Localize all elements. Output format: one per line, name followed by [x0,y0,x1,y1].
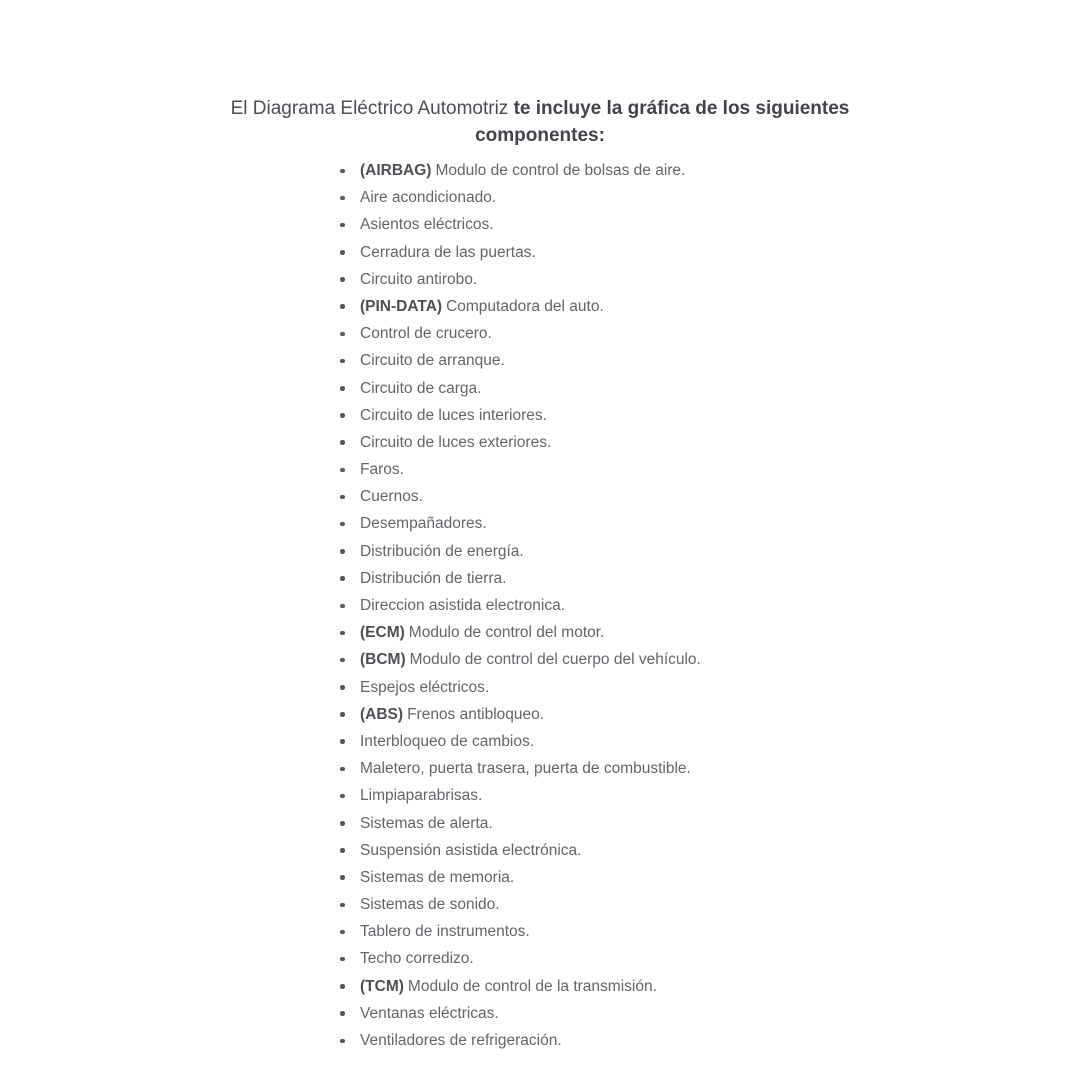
list-item [340,266,701,293]
list-item [340,918,701,945]
component-description: Suspensión asistida electrónica. [360,841,582,859]
bullet-icon [340,957,345,962]
bullet-icon [340,495,345,500]
bullet-icon [340,576,345,581]
component-abbreviation: (PIN-DATA) [360,297,443,315]
components-list [340,157,701,1054]
bullet-icon [340,169,345,174]
list-item [340,782,701,809]
component-description: Modulo de control de la transmisión. [407,977,657,995]
component-description: Circuito de luces interiores. [360,406,547,424]
list-item [340,864,701,891]
list-item [340,402,701,429]
bullet-icon [340,223,345,228]
bullet-icon [340,196,345,201]
list-item [340,538,701,565]
list-item [340,1000,701,1027]
component-abbreviation: (BCM) [360,651,406,669]
component-description: Modulo de control del cuerpo del vehículo. [409,651,701,669]
bullet-icon [340,685,345,690]
bullet-icon [340,1039,345,1044]
component-description: Sistemas de sonido. [360,896,500,914]
list-item [340,510,701,537]
list-item [340,320,701,347]
component-description: Modulo de control de bolsas de aire. [435,162,686,179]
bullet-icon [340,875,345,880]
list-item [340,701,701,728]
list-item [340,619,701,646]
component-description: Cuernos. [360,488,423,506]
component-description: Ventanas eléctricas. [360,1004,499,1022]
component-description: Frenos antibloqueo. [407,705,545,723]
list-item [340,810,701,837]
bullet-icon [340,413,345,418]
component-description: Computadora del auto. [446,297,604,315]
list-item [340,646,701,673]
component-description: Sistemas de memoria. [360,868,515,886]
component-description: Cerradura de las puertas. [360,243,536,261]
list-item [340,755,701,782]
list-item [340,565,701,592]
component-description: Limpiaparabrisas. [360,787,483,805]
list-item [340,1027,701,1054]
bullet-icon [340,386,345,391]
component-abbreviation: (ECM) [360,624,405,642]
component-abbreviation: (AIRBAG) [360,162,432,179]
bullet-icon [340,712,345,717]
component-description: Modulo de control del motor. [408,624,605,642]
component-abbreviation: (ABS) [360,705,404,723]
component-description: Aire acondicionado. [360,189,497,207]
list-item [340,973,701,1000]
component-description: Distribución de energía. [360,542,524,560]
list-item [340,184,701,211]
component-description: Asientos eléctricos. [360,216,494,234]
list-item [340,837,701,864]
intro-heading [230,95,850,149]
bullet-icon [340,984,345,989]
list-item [340,674,701,701]
bullet-icon [340,848,345,853]
component-description: Ventiladores de refrigeración. [360,1032,562,1049]
component-description: Sistemas de alerta. [360,814,493,832]
bullet-icon [340,821,345,826]
component-description: Tablero de instrumentos. [360,923,530,941]
bullet-icon [340,277,345,282]
bullet-icon [340,468,345,473]
component-description: Faros. [360,461,404,479]
list-item [340,728,701,755]
list-item [340,157,701,184]
bullet-icon [340,304,345,309]
bullet-icon [340,903,345,908]
list-item [340,293,701,320]
bullet-icon [340,604,345,609]
bullet-icon [340,739,345,744]
list-item [340,891,701,918]
bullet-icon [340,794,345,799]
intro-heading-normal: El Diagrama Eléctrico Automotriz [230,98,509,119]
list-item [340,945,701,972]
bullet-icon [340,522,345,527]
intro-heading-bold: te incluye la gráfica de los siguientes componentes: [475,98,850,146]
component-description: Techo corredizo. [360,950,474,968]
list-item [340,592,701,619]
component-description: Distribución de tierra. [360,569,507,587]
bullet-icon [340,359,345,364]
bullet-icon [340,440,345,445]
bullet-icon [340,1011,345,1016]
bullet-icon [340,658,345,663]
component-description: Circuito de arranque. [360,352,505,370]
bullet-icon [340,332,345,337]
list-item [340,429,701,456]
component-description: Espejos eléctricos. [360,678,490,696]
bullet-icon [340,549,345,554]
bullet-icon [340,767,345,772]
component-description: Circuito de luces exteriores. [360,433,552,451]
component-description: Interbloqueo de cambios. [360,732,535,750]
list-item [340,347,701,374]
list-item [340,211,701,238]
bullet-icon [340,930,345,935]
component-description: Maletero, puerta trasera, puerta de combustible. [360,760,691,778]
component-description: Desempañadores. [360,515,487,533]
component-description: Circuito de carga. [360,379,482,397]
bullet-icon [340,250,345,255]
list-item [340,239,701,266]
component-abbreviation: (TCM) [360,977,404,995]
list-item [340,456,701,483]
bullet-icon [340,631,345,636]
component-description: Direccion asistida electronica. [360,597,566,614]
list-item [340,483,701,510]
component-description: Circuito antirobo. [360,270,478,288]
component-description: Control de crucero. [360,325,492,343]
list-item [340,375,701,402]
